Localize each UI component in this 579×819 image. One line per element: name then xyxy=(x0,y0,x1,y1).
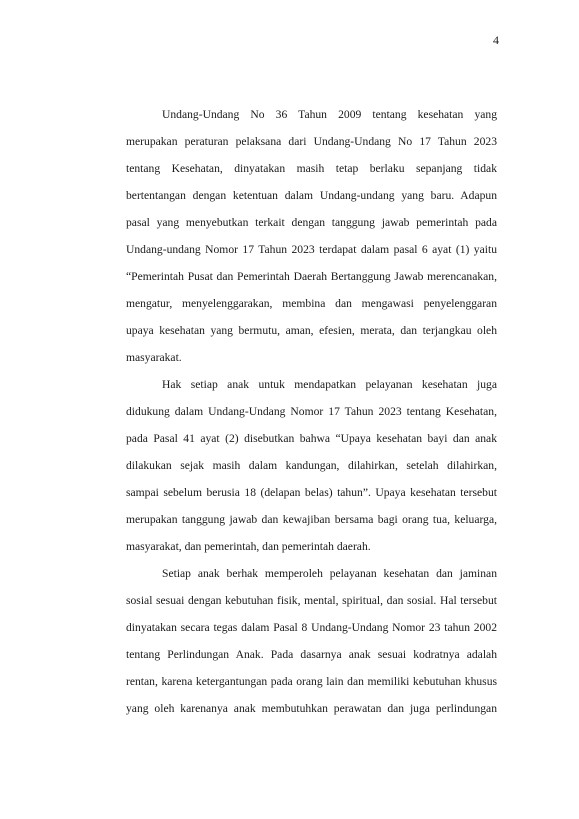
text-line: sosial sesuai dengan kebutuhan fisik, mental, spiritual, dan sosial. Hal tersebut xyxy=(126,594,497,607)
text-line: rentan, karena ketergantungan pada orang lain dan memiliki kebutuhan khusus xyxy=(126,675,497,688)
text-line: dinyatakan secara tegas dalam Pasal 8 Undang-Undang Nomor 23 tahun 2002 xyxy=(126,621,497,634)
text-line: dilakukan sejak masih dalam kandungan, dilahirkan, setelah dilahirkan, xyxy=(126,459,497,472)
text-line: bertentangan dengan ketentuan dalam Undang-undang yang baru. Adapun xyxy=(126,189,497,202)
text-line: mengatur, menyelenggarakan, membina dan mengawasi penyelenggaran xyxy=(126,297,497,310)
text-line: merupakan peraturan pelaksana dari Undang-Undang No 17 Tahun 2023 xyxy=(126,135,497,148)
text-line: upaya kesehatan yang bermutu, aman, efesien, merata, dan terjangkau oleh xyxy=(126,324,497,337)
page-number: 4 xyxy=(493,33,499,47)
paragraph-1 xyxy=(126,101,497,371)
text-line: masyarakat, dan pemerintah, dan pemerintah daerah. xyxy=(126,540,371,553)
text-line: sampai sebelum berusia 18 (delapan belas) tahun”. Upaya kesehatan tersebut xyxy=(126,486,497,499)
text-line: pasal yang menyebutkan terkait dengan tanggung jawab pemerintah pada xyxy=(126,216,497,229)
text-line: tentang Kesehatan, dinyatakan masih tetap berlaku sepanjang tidak xyxy=(126,162,497,175)
paragraph-2 xyxy=(126,371,497,560)
text-line: Undang-Undang No 36 Tahun 2009 tentang kesehatan yang xyxy=(162,108,497,121)
text-line: merupakan tanggung jawab dan kewajiban bersama bagi orang tua, keluarga, xyxy=(126,513,497,526)
text-line: “Pemerintah Pusat dan Pemerintah Daerah Bertanggung Jawab merencanakan, xyxy=(126,270,497,283)
paragraph-3 xyxy=(126,560,497,722)
text-line: Hak setiap anak untuk mendapatkan pelayanan kesehatan juga xyxy=(162,378,497,391)
text-line: didukung dalam Undang-Undang Nomor 17 Tahun 2023 tentang Kesehatan, xyxy=(126,405,497,418)
text-line: pada Pasal 41 ayat (2) disebutkan bahwa “Upaya kesehatan bayi dan anak xyxy=(126,432,497,445)
text-line: masyarakat. xyxy=(126,351,182,364)
text-line: Setiap anak berhak memperoleh pelayanan kesehatan dan jaminan xyxy=(162,567,497,580)
text-line: Undang-undang Nomor 17 Tahun 2023 terdapat dalam pasal 6 ayat (1) yaitu xyxy=(126,243,497,256)
document-body xyxy=(126,101,497,722)
text-line: tentang Perlindungan Anak. Pada dasarnya anak sesuai kodratnya adalah xyxy=(126,648,497,661)
text-line: yang oleh karenanya anak membutuhkan perawatan dan juga perlindungan xyxy=(126,702,497,715)
